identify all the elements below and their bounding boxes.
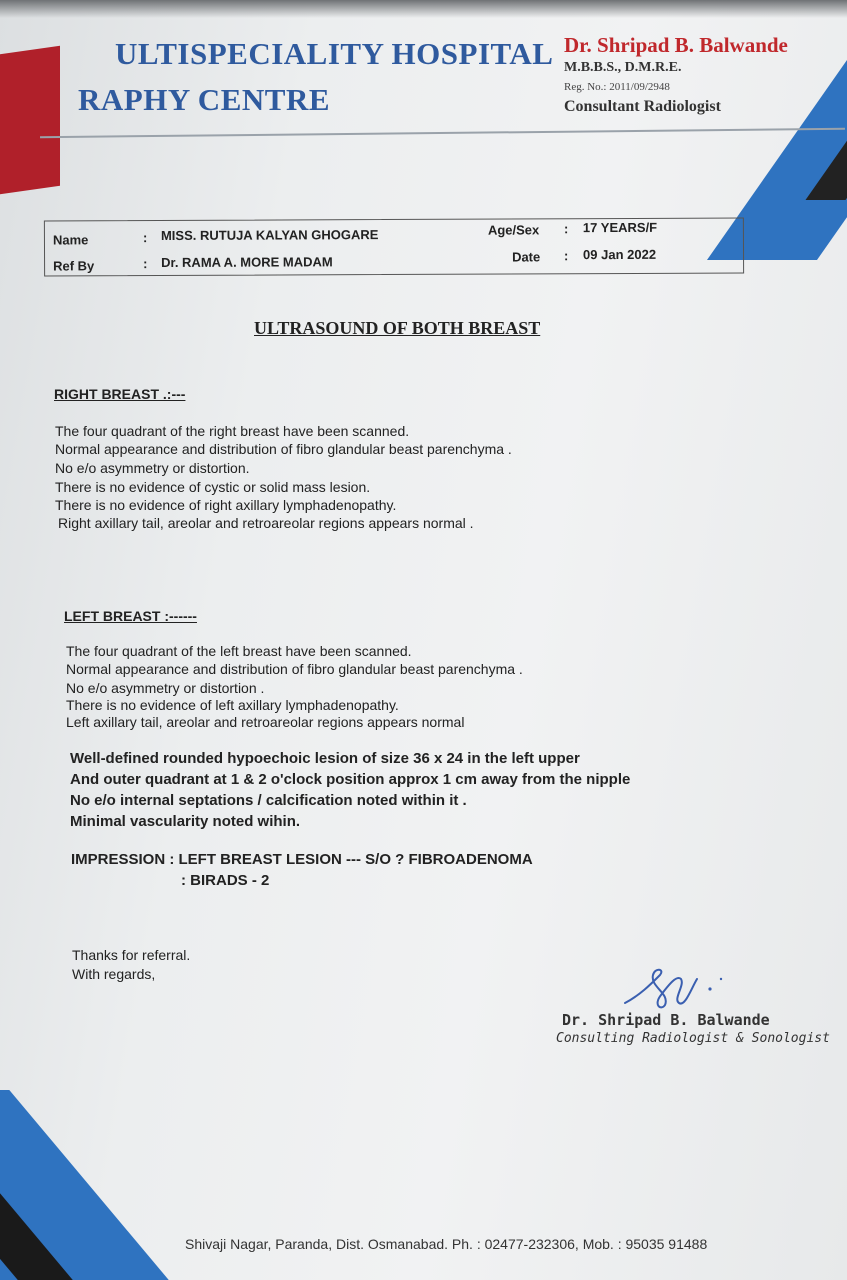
signature-doctor-role: Consulting Radiologist & Sonologist: [556, 1031, 830, 1046]
right-finding-line: No e/o asymmetry or distortion.: [55, 460, 250, 476]
right-finding-line: There is no evidence of right axillary lymphadenopathy.: [55, 497, 397, 513]
left-finding-line: The four quadrant of the left breast have been scanned.: [66, 643, 412, 659]
hospital-subtitle: RAPHY CENTRE: [78, 82, 331, 117]
right-breast-heading: RIGHT BREAST .:---: [54, 386, 186, 402]
regards-text: With regards,: [72, 966, 156, 982]
doctor-qualification: M.B.B.S., D.M.R.E.: [564, 60, 682, 75]
footer-address: Shivaji Nagar, Paranda, Dist. Osmanabad. Ph. : 02477-232306, Mob. : 95035 91488: [185, 1236, 708, 1252]
lesion-finding-line: Well-defined rounded hypoechoic lesion of size 36 x 24 in the left upper: [70, 750, 580, 767]
left-finding-line: There is no evidence of left axillary lymphadenopathy.: [66, 697, 399, 713]
agesex-separator: :: [563, 221, 569, 237]
hospital-name: ULTISPECIALITY HOSPITAL: [115, 36, 554, 71]
lesion-finding-line: No e/o internal septations / calcification noted within it .: [70, 792, 467, 809]
agesex-label: Age/Sex: [487, 222, 540, 238]
signature-image: [615, 965, 735, 1015]
left-breast-heading: LEFT BREAST :------: [64, 608, 197, 624]
right-finding-line: Right axillary tail, areolar and retroareolar regions appears normal .: [58, 515, 474, 531]
name-label: Name: [52, 232, 89, 248]
patient-agesex: 17 YEARS/F: [582, 219, 658, 236]
name-separator: :: [142, 230, 148, 246]
left-finding-line: Normal appearance and distribution of fibro glandular beast parenchyma .: [66, 661, 523, 677]
patient-name: MISS. RUTUJA KALYAN GHOGARE: [160, 227, 379, 244]
patient-info-box: [44, 217, 744, 276]
doctor-registration: Reg. No.: 2011/09/2948: [564, 81, 670, 93]
report-title: ULTRASOUND OF BOTH BREAST: [254, 318, 541, 338]
lesion-finding-line: And outer quadrant at 1 & 2 o'clock position approx 1 cm away from the nipple: [70, 771, 631, 788]
left-finding-line: No e/o asymmetry or distortion .: [66, 680, 265, 696]
refby-label: Ref By: [53, 258, 95, 274]
right-finding-line: There is no evidence of cystic or solid mass lesion.: [55, 479, 371, 495]
birads-score: : BIRADS - 2: [181, 872, 270, 889]
impression: IMPRESSION : LEFT BREAST LESION --- S/O ? FIBROADENOMA: [71, 851, 533, 868]
signature-doctor-name: Dr. Shripad B. Balwande: [562, 1011, 770, 1029]
thanks-text: Thanks for referral.: [72, 947, 191, 963]
right-finding-line: The four quadrant of the right breast have been scanned.: [55, 423, 410, 439]
red-folder-strip: [0, 46, 60, 194]
doctor-role: Consultant Radiologist: [564, 98, 721, 115]
doctor-name: Dr. Shripad B. Balwande: [564, 33, 788, 57]
date-label: Date: [512, 249, 541, 265]
right-finding-line: Normal appearance and distribution of fibro glandular beast parenchyma .: [55, 441, 512, 457]
refby-separator: :: [143, 256, 148, 272]
left-finding-line: Left axillary tail, areolar and retroareolar regions appears normal: [66, 714, 465, 730]
lesion-finding-line: Minimal vascularity noted wihin.: [70, 813, 301, 830]
date-separator: :: [564, 248, 569, 264]
report-date: 09 Jan 2022: [583, 246, 657, 263]
top-shadow: [0, 0, 847, 18]
header-divider: [40, 128, 845, 138]
referring-doctor: Dr. RAMA A. MORE MADAM: [161, 254, 333, 271]
